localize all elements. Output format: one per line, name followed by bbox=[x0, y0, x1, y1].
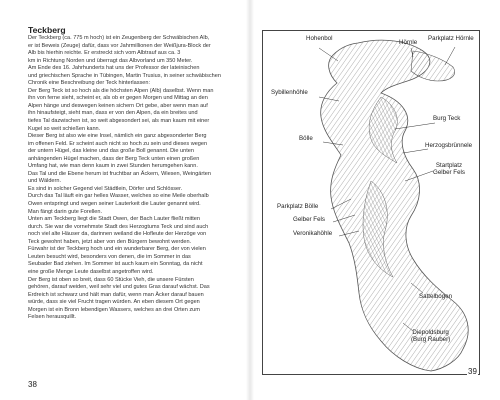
body-line: eine große Menge Leute daselbst angetroffen wird. bbox=[28, 268, 154, 275]
body-line: Leuten besucht wird, besonders von denen, die im Sommer in das bbox=[28, 253, 191, 260]
page-number-right: 39 bbox=[468, 367, 477, 376]
body-line: noch viel alte Häuser da, darinnen weiland die Hofleute der Herzöge von bbox=[28, 231, 207, 238]
body-line: Dieser Berg ist also wie eine Insel, nämlich ein ganz abgesonderter Berg bbox=[28, 133, 207, 140]
diepoldsburg-line2: (Burg Rauber) bbox=[411, 336, 451, 343]
body-line: Erdreich ist schwarz und hält man dafür, wenn man Äcker darauf bauen bbox=[28, 291, 204, 298]
body-line: Das Tal und die Ebene herum ist fruchtbar an Äckern, Wiesen, Weingärten bbox=[28, 170, 211, 177]
body-line: durch. Sie war die vornehmste Stadt des Herzogtums Teck und sind auch bbox=[28, 223, 209, 230]
teck-map bbox=[262, 30, 480, 375]
map-label-parkplatz-hoernle: Parkplatz Hörnle bbox=[428, 35, 474, 42]
page-number-left: 38 bbox=[28, 380, 37, 389]
body-line: gehören, darauf weiden, weil sehr viel und gutes Gras darauf wächst. Das bbox=[28, 284, 210, 291]
body-line: Morgen ist ein Bronn lebendigen Wassers, welches an drei Orten zum bbox=[28, 306, 200, 313]
body-line: ihn von ferne sieht, scheint er, als ob er gegen Morgen und Mittag an den bbox=[28, 95, 208, 102]
map-label-parkplatz-boelle: Parkplatz Bölle bbox=[277, 203, 319, 210]
body-text bbox=[28, 35, 244, 322]
map-label-gelber-fels: Gelber Fels bbox=[293, 216, 325, 223]
body-line: Der Teckberg (ca. 775 m hoch) ist ein Zeugenberg der Schwäbischen Alb, bbox=[28, 35, 210, 41]
map-label-burg-teck: Burg Teck bbox=[433, 115, 461, 122]
body-line: Man fängt darin gute Forellen. bbox=[28, 208, 103, 215]
body-line: und griechischen Sprache in Tübingen, Martin Trusius, in seiner schwäbischen bbox=[28, 72, 221, 79]
body-line: anhängenden Hügel machen, dass der Berg Teck unten einen großen bbox=[28, 155, 200, 162]
body-line: ihn hinaufsteigt, sieht man, dass er von den Alpen, da ein breites und bbox=[28, 110, 198, 117]
body-line: Seubader Bad ziehen. Im Sommer ist auch kaum ein Sonntag, da nicht bbox=[28, 261, 203, 268]
right-page bbox=[250, 0, 500, 400]
body-line: und Wäldern. bbox=[28, 178, 61, 185]
body-line: Durch das Tal läuft ein gar helles Wasser, welches so eine Meile oberhalb bbox=[28, 193, 209, 200]
map-label-sattelbogen: Sattelbogen bbox=[419, 293, 453, 300]
body-line: Fürwahr ist der Teckberg hoch und ein wunderbarer Berg, der von vielen bbox=[28, 246, 206, 253]
body-line: Der Berg ist oben so breit, dass 60 Stücke Vieh, die unsere Fürsten bbox=[28, 276, 194, 283]
map-label-herzogsbruennele: Herzogsbrünnele bbox=[425, 142, 473, 149]
map-label-diepoldsburg bbox=[411, 329, 450, 343]
page-title: Teckberg bbox=[28, 25, 66, 35]
startplatz-line1: Startplatz bbox=[435, 162, 463, 169]
startplatz-line2: Gelber Fels bbox=[433, 169, 465, 176]
map-label-boelle: Bölle bbox=[299, 135, 313, 142]
body-line: Chronik eine Beschreibung der Teck hinterlassen: bbox=[28, 80, 150, 87]
body-line: würde, dass sie viel Frucht tragen würden. An eben diesem Ort gegen bbox=[28, 299, 200, 306]
map-label-startplatz bbox=[433, 162, 465, 176]
body-line: Alpen hänge und deswegen keinen sichern Ort gebe, aber wenn man auf bbox=[28, 102, 208, 109]
ridge-terrain bbox=[321, 40, 469, 371]
body-line: Unten am Teckberg liegt die Stadt Owen, der Bach Lauter fließt mitten bbox=[28, 216, 200, 223]
body-line: der untern Hügel, das kleine und das große Boll genannt. Die unten bbox=[28, 148, 194, 155]
body-line: tiefes Tal dazwischen ist, so weit abgesondert sei, als man kaum mit einer bbox=[28, 118, 210, 125]
body-line: Alb bis hierhin reichte. Er erstreckt sich vom Albtrauf aus ca. 3 bbox=[28, 50, 181, 57]
map-label-sybillenhoehle: Sybillenhöhle bbox=[271, 89, 308, 96]
diepoldsburg-line1: Diepoldsburg bbox=[412, 329, 449, 336]
body-line: km in Richtung Norden und überragt das Albvorland um 350 Meter. bbox=[28, 57, 193, 64]
body-line: Owen entspringt und wegen seiner Lauterkeit die Lauter genannt wird. bbox=[28, 201, 201, 208]
body-line: Am Ende des 16. Jahrhunderts hat uns der Professor der lateinischen bbox=[28, 65, 200, 72]
body-line: er ist Beweis (Zeuge) dafür, dass vor Jahrmillionen der Weißjura-Block der bbox=[28, 42, 211, 49]
map-label-hohenbol: Hohenbol bbox=[306, 35, 333, 42]
body-line: Teck gewohnt haben, jetzt aber von den Bürgern bewohnt werden. bbox=[28, 238, 192, 245]
body-line: Felsen herausquillt. bbox=[28, 314, 77, 321]
map-label-hoernle: Hörnle bbox=[399, 39, 418, 46]
map-label-veronikahoehle: Veronikahöhle bbox=[293, 230, 333, 237]
body-line: Umfang hat, wie man denn kaum in zwei Stunden herumgehen kann. bbox=[28, 163, 198, 170]
body-line: Es sind in solcher Gegend viel Städtlein, Dörfer und Schlösser. bbox=[28, 185, 183, 192]
body-line: im offenen Feld. Er scheint auch nicht so hoch zu sein und dieses wegen bbox=[28, 140, 208, 147]
body-line: Der Berg Teck ist so hoch als die höchsten Alpen (Alb) daselbst. Wenn man bbox=[28, 87, 214, 94]
body-line: Kugel so weit schießen kann. bbox=[28, 125, 101, 132]
